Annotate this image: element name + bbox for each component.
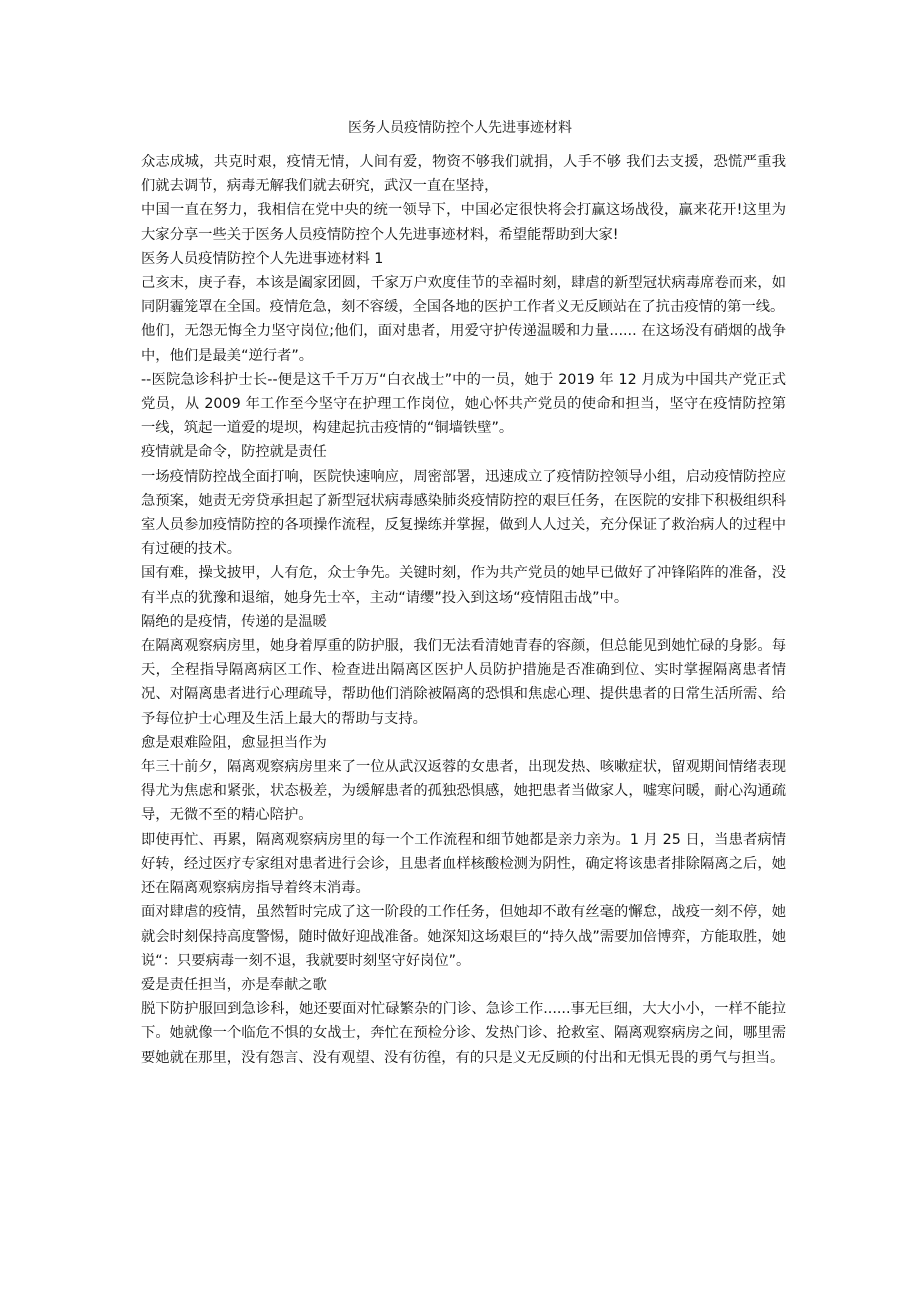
paragraph: 中国一直在努力，我相信在党中央的统一领导下，中国必定很快将会打赢这场战役，赢来花开!这里为大家分享一些关于医务人员疫情防控个人先进事迹材料，希望能帮助到大家! <box>141 202 786 243</box>
subheading: 疫情就是命令，防控就是责任 <box>141 444 327 461</box>
paragraph: 他们，无怨无悔全力坚守岗位;他们，面对患者，用爱守护传递温暖和力量...... 在这场没有硝烟的战争中，他们是最美“逆行者”。 <box>141 323 786 364</box>
subheading: 隔绝的是疫情，传递的是温暖 <box>141 613 327 630</box>
paragraph: 脱下防护服回到急诊科，她还要面对忙碌繁杂的门诊、急诊工作......事无巨细，大大小小，一样不能拉下。她就像一个临危不惧的女战士，奔忙在预检分诊、发热门诊、抢救室、隔离观察病房之间，哪里需要她就在那里，没有怨言、没有观望、没有彷徨，有的只是义无反顾的付出和无惧无畏的勇气与担当。 <box>141 1001 786 1066</box>
paragraph: 面对肆虐的疫情，虽然暂时完成了这一阶段的工作任务，但她却不敢有丝毫的懈怠，战疫一刻不停，她就会时刻保持高度警惕，随时做好迎战准备。她深知这场艰巨的“持久战”需要加倍博弈，方能取胜，她说“：只要病毒一刻不退，我就要时刻坚守好岗位”。 <box>141 904 786 969</box>
paragraph: 在隔离观察病房里，她身着厚重的防护服，我们无法看清她青春的容颜，但总能见到她忙碌的身影。每天，全程指导隔离病区工作、检查进出隔离区医护人员防护措施是否准确到位、实时掌握隔离患者情况、对隔离患者进行心理疏导，帮助他们消除被隔离的恐惧和焦虑心理、提供患者的日常生活所需、给予每位护士心理及生活上最大的帮助与支持。 <box>141 638 786 727</box>
paragraph: 国有难，操戈披甲，人有危，众士争先。关键时刻，作为共产党员的她早已做好了冲锋陷阵的准备，没有半点的犹豫和退缩，她身先士卒，主动“请缨”投入到这场“疫情阻击战”中。 <box>141 565 786 606</box>
paragraph: 即使再忙、再累，隔离观察病房里的每一个工作流程和细节她都是亲力亲为。1 月 25 日，当患者病情好转，经过医疗专家组对患者进行会诊，且患者血样核酸检测为阴性，确定将该患者排除隔离之后，她还在隔离观察病房指导着终末消毒。 <box>141 831 786 897</box>
paragraph: 众志成城，共克时艰，疫情无情，人间有爱，物资不够我们就捐，人手不够 我们去支援，恐慌严重我们就去调节，病毒无解我们就去研究，武汉一直在坚持， <box>141 154 786 195</box>
paragraph: 一场疫情防控战全面打响，医院快速响应，周密部署，迅速成立了疫情防控领导小组，启动疫情防控应急预案，她责无旁贷承担起了新型冠状病毒感染肺炎疫情防控的艰巨任务，在医院的安排下积极组织科室人员参加疫情防控的各项操作流程，反复操练并掌握，做到人人过关，充分保证了救治病人的过程中有过硬的技术。 <box>141 468 786 558</box>
paragraph: 己亥末，庚子春，本该是阖家团圆，千家万户欢度佳节的幸福时刻，肆虐的新型冠状病毒席卷而来，如同阴霾笼罩在全国。疫情危急，刻不容缓，全国各地的医护工作者义无反顾站在了抗击疫情的第一线。 <box>141 275 786 316</box>
subheading: 爱是责任担当，亦是奉献之歌 <box>141 976 327 993</box>
paragraph: 年三十前夕，隔离观察病房里来了一位从武汉返蓉的女患者，出现发热、咳嗽症状，留观期间情绪表现得尤为焦虑和紧张，状态极差，为缓解患者的孤独恐惧感，她把患者当做家人，嘘寒问暖，耐心沟通疏导，无微不至的精心陪护。 <box>141 759 786 824</box>
document-title: 医务人员疫情防控个人先进事迹材料 <box>348 120 572 136</box>
section-heading: 医务人员疫情防控个人先进事迹材料 1 <box>141 250 384 267</box>
subheading: 愈是艰难险阻，愈显担当作为 <box>141 734 327 751</box>
document-body <box>141 150 786 1070</box>
paragraph: --医院急诊科护士长--便是这千千万万“白衣战士”中的一员，她于 2019 年 12 月成为中国共产党正式党员，从 2009 年工作至今坚守在护理工作岗位，她心怀共产党员的使命和担当，坚守在疫情防控第一线，筑起一道爱的堤坝，构建起抗击疫情的“铜墙铁壁”。 <box>141 371 786 437</box>
